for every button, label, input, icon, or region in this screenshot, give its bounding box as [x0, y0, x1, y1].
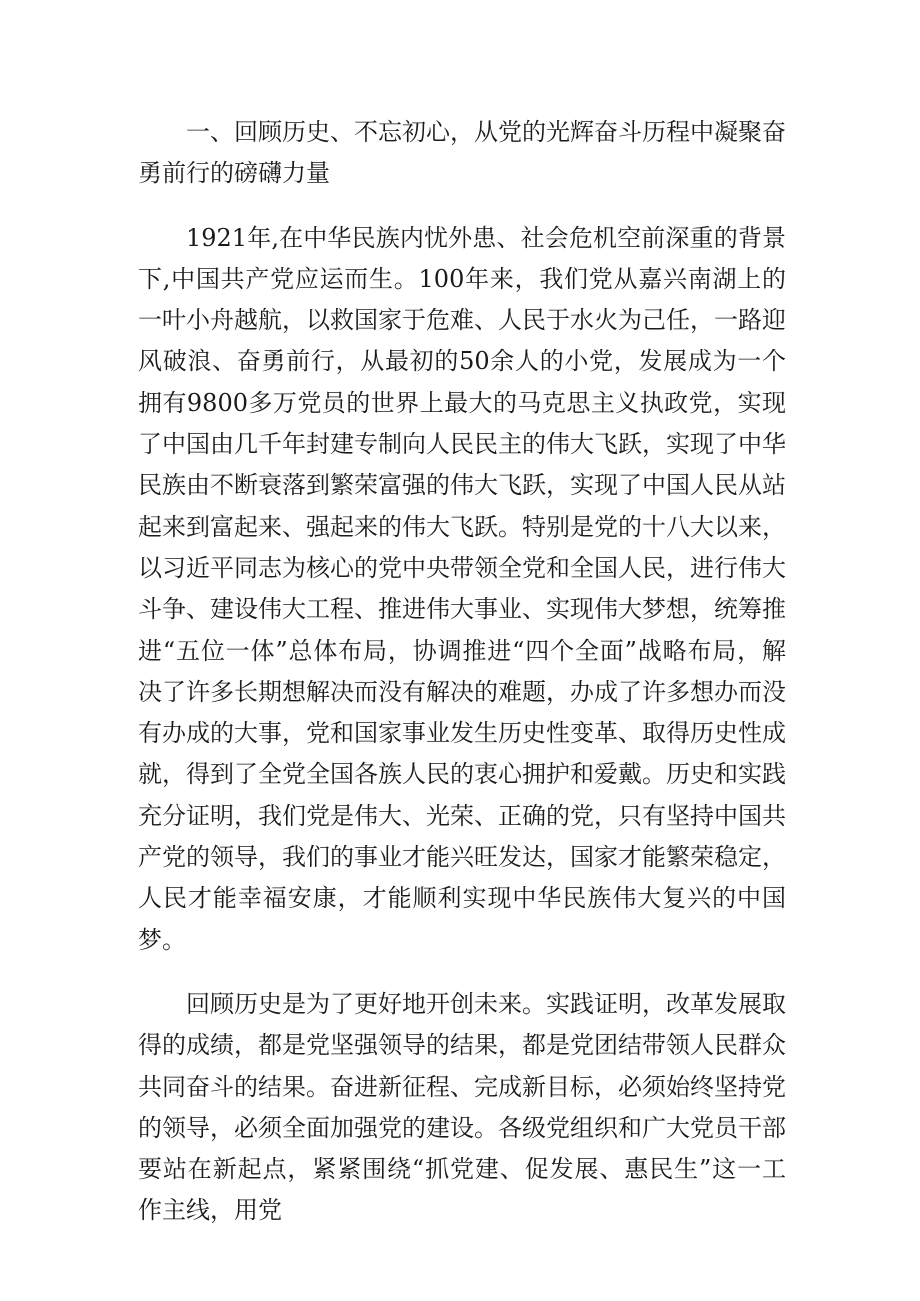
paragraph-review: 回顾历史是为了更好地开创未来。实践证明，改革发展取得的成绩，都是党坚强领导的结果，都是党团结带领人民群众共同奋斗的结果。奋进新征程、完成新目标，必须始终坚持党的领导，必须全面加强党的建设。各级党组织和广大党员干部要站在新起点，紧紧围绕“抓党建、促发展、惠民生”这一工作主线，用党	[138, 989, 786, 1225]
section-heading: 一、回顾历史、不忘初心，从党的光辉奋斗历程中凝聚奋勇前行的磅礴力量	[138, 118, 786, 188]
document-page	[138, 112, 786, 1255]
paragraph-history: 1921年,在中华民族内忧外患、社会危机空前深重的背景下,中国共产党应运而生。100年来，我们党从嘉兴南湖上的一叶小舟越航，以救国家于危难、人民于水火为己任，一路迎风破浪、奋勇前行，从最初的50余人的小党，发展成为一个拥有9800多万党员的世界上最大的马克思主义执政党，实现了中国由几千年封建专制向人民民主的伟大飞跃，实现了中华民族由不断衰落到繁荣富强的伟大飞跃，实现了中国人民从站起来到富起来、强起来的伟大飞跃。特别是党的十八大以来，以习近平同志为核心的党中央带领全党和全国人民，进行伟大斗争、建设伟大工程、推进伟大事业、实现伟大梦想，统筹推进“五位一体”总体布局，协调推进“四个全面”战略布局，解决了许多长期想解决而没有解决的难题，办成了许多想办而没有办成的大事，党和国家事业发生历史性变革、取得历史性成就，得到了全党全国各族人民的衷心拥护和爱戴。历史和实践充分证明，我们党是伟大、光荣、正确的党，只有坚持中国共产党的领导，我们的事业才能兴旺发达，国家才能繁荣稳定，人民才能幸福安康，才能顺利实现中华民族伟大复兴的中国梦。	[138, 223, 786, 954]
